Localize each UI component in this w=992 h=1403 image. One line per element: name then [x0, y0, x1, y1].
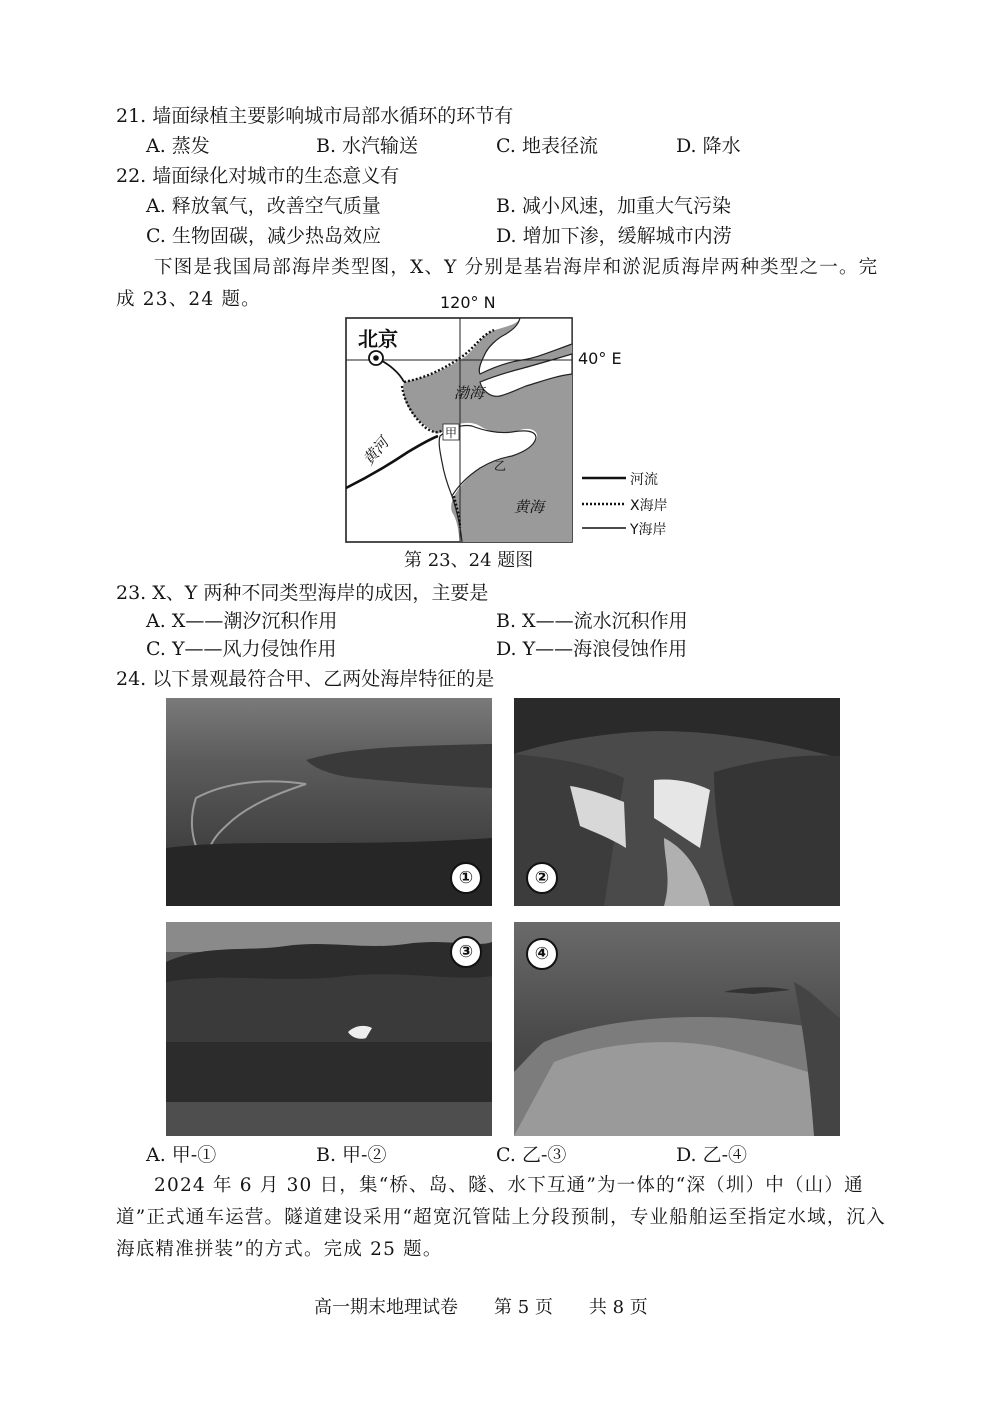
q23-option-b: B. X——流水沉积作用: [496, 610, 688, 632]
intro-25: 2024 年 6 月 30 日，集“桥、岛、隧、水下互通”为一体的“深（圳）中（山）通道”正式通车运营。隧道建设采用“超宽沉管陆上分段预制，专业船舶运至指定水域，沉入海底精准拼装”的方式。完成 25 题。: [116, 1175, 886, 1260]
photo-3: [166, 922, 492, 1136]
intro-23-24: 下图是我国局部海岸类型图，X、Y 分别是基岩海岸和淤泥质海岸两种类型之一。完成 23、24 题。: [116, 257, 879, 310]
q22-option-b: B. 减小风速，加重大气污染: [496, 195, 732, 217]
coast-map: [330, 290, 700, 550]
q21-stem: 21. 墙面绿植主要影响城市局部水循环的环节有: [116, 105, 514, 127]
q24-stem: 24. 以下景观最符合甲、乙两处海岸特征的是: [116, 668, 495, 690]
q22-option-a: A. 释放氧气，改善空气质量: [146, 195, 381, 217]
legend-y: Y海岸: [630, 522, 667, 538]
point-yi-label: 乙: [494, 459, 507, 473]
q23-option-d: D. Y——海浪侵蚀作用: [496, 638, 688, 660]
coast-map-figure: [330, 290, 700, 550]
city-label: 北京: [358, 327, 398, 351]
q22-option-c: C. 生物固碳，减少热岛效应: [146, 225, 381, 247]
q23-option-c: C. Y——风力侵蚀作用: [146, 638, 337, 660]
photo-4: [514, 922, 840, 1136]
q22-stem: 22. 墙面绿化对城市的生态意义有: [116, 165, 400, 187]
photo-4-badge: ④: [526, 938, 558, 970]
huanghai-label: 黄海: [514, 498, 545, 516]
q24-option-b: B. 甲-②: [316, 1144, 387, 1166]
q22-option-d: D. 增加下渗，缓解城市内涝: [496, 225, 732, 247]
legend-river: 河流: [630, 472, 658, 488]
point-jia-label: 甲: [445, 426, 458, 440]
q23-stem: 23. X、Y 两种不同类型海岸的成因，主要是: [116, 582, 489, 604]
lat-label: 40° E: [578, 349, 622, 368]
photo-3-badge: ③: [450, 936, 482, 968]
q21-option-d: D. 降水: [676, 135, 741, 157]
lon-label: 120° N: [440, 293, 496, 312]
photo-1: [166, 698, 492, 906]
q21-option-c: C. 地表径流: [496, 135, 598, 157]
river-label: 黄河: [359, 434, 393, 469]
page-footer: 高一期末地理试卷 第 5 页 共 8 页: [314, 1297, 648, 1318]
photo-1-badge: ①: [450, 862, 482, 894]
map-caption: 第 23、24 题图: [404, 550, 534, 571]
q24-option-c: C. 乙-③: [496, 1144, 567, 1166]
bohai-label: 渤海: [454, 384, 485, 402]
q21-option-a: A. 蒸发: [146, 135, 210, 157]
q24-option-a: A. 甲-①: [146, 1144, 217, 1166]
photo-2-badge: ②: [526, 862, 558, 894]
q24-option-d: D. 乙-④: [676, 1144, 748, 1166]
legend-x: X海岸: [630, 498, 668, 514]
q23-option-a: A. X——潮汐沉积作用: [146, 610, 338, 632]
photo-2: [514, 698, 840, 906]
q21-option-b: B. 水汽输送: [316, 135, 419, 157]
